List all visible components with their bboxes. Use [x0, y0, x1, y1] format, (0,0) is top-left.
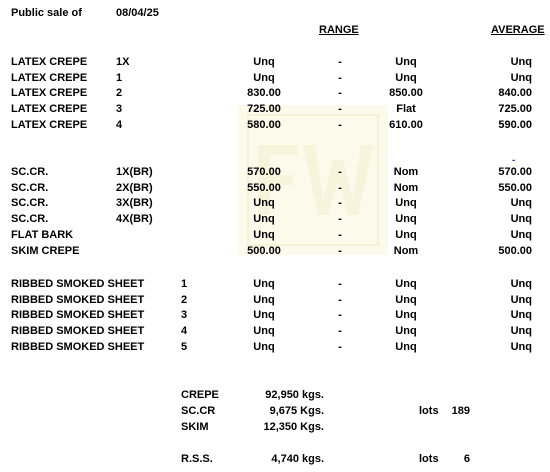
range-dash: -: [338, 213, 342, 226]
grade-name: SC.CR.: [11, 197, 49, 210]
range-dash: -: [338, 56, 342, 68]
grade-name: RIBBED SMOKED SHEET: [11, 293, 145, 306]
grade-name: RIBBED SMOKED SHEET: [11, 278, 145, 290]
scrap-crepe-row: [0, 212, 550, 227]
latex-crepe-row: [0, 86, 550, 101]
rss-row: [0, 324, 550, 339]
scrap-crepe-row: [0, 181, 550, 196]
summary-sccr-qty: 9,675 Kgs.: [269, 405, 324, 417]
range-high: Nom: [393, 244, 419, 257]
latex-crepe-row: [0, 71, 550, 86]
summary-rss-qty: 4,740 kgs.: [271, 453, 324, 465]
summary-lots-value-1: 189: [451, 405, 470, 417]
grade-name: FLAT BARK: [11, 228, 74, 241]
scrap-crepe-row: [0, 244, 550, 259]
range-dash: -: [338, 340, 342, 353]
grade-code: 1X: [116, 56, 130, 68]
summary-crepe-qty: 92,950 kgs.: [265, 389, 324, 401]
average-value: Unq: [510, 309, 532, 322]
summary-skim-qty: 12,350 Kgs.: [263, 421, 324, 433]
average-value: Unq: [510, 293, 532, 306]
average-value: 570.00: [498, 166, 532, 178]
average-value: Unq: [510, 325, 532, 338]
average-value: 725.00: [498, 103, 532, 116]
average-value: Unq: [510, 71, 532, 84]
grade-code: 4: [181, 325, 188, 338]
grade-code: 2: [116, 87, 123, 100]
range-low: Unq: [253, 197, 275, 210]
range-high: Unq: [395, 56, 417, 68]
range-low: Unq: [253, 56, 275, 68]
grade-code: 1: [116, 71, 123, 84]
range-low: Unq: [253, 340, 275, 353]
grade-name: SC.CR.: [11, 181, 49, 194]
range-dash: -: [338, 309, 342, 322]
range-dash: -: [338, 103, 342, 116]
rss-row: [0, 308, 550, 323]
grade-code: 3: [116, 103, 123, 116]
range-dash: -: [338, 293, 342, 306]
sale-date: 08/04/25: [116, 7, 159, 19]
grade-name: LATEX CREPE: [11, 103, 88, 116]
range-low: Unq: [253, 278, 275, 290]
grade-name: LATEX CREPE: [11, 87, 88, 100]
range-low: 725.00: [247, 103, 281, 116]
summary-lots-value-2: 6: [463, 453, 470, 465]
range-high: Unq: [395, 278, 417, 290]
grade-name: RIBBED SMOKED SHEET: [11, 340, 145, 353]
range-high: Unq: [395, 309, 417, 322]
scrap-crepe-row: [0, 228, 550, 243]
summary-skim-label: SKIM: [181, 421, 209, 433]
range-heading: RANGE: [319, 24, 359, 36]
range-low: 570.00: [247, 166, 281, 178]
latex-crepe-row: [0, 102, 550, 117]
range-dash: -: [338, 118, 342, 131]
scrap-crepe-row: [0, 196, 550, 211]
grade-code: 2: [181, 293, 188, 306]
grade-code: 3: [181, 309, 188, 322]
summary-crepe-label: CREPE: [181, 389, 219, 401]
range-dash: -: [338, 197, 342, 210]
grade-name: LATEX CREPE: [11, 56, 88, 68]
summary-lots-label-2: lots: [419, 453, 439, 465]
range-dash: -: [338, 325, 342, 338]
range-low: 550.00: [247, 181, 281, 194]
range-high: Unq: [395, 71, 417, 84]
average-value: Unq: [510, 213, 532, 226]
average-marker: -: [512, 155, 516, 166]
grade-code: 5: [181, 340, 188, 353]
range-dash: -: [338, 71, 342, 84]
range-low: Unq: [253, 71, 275, 84]
grade-code: 4: [116, 118, 123, 131]
range-high: Flat: [396, 103, 416, 116]
range-high: Unq: [395, 340, 417, 353]
rss-row: [0, 293, 550, 308]
rss-row: [0, 340, 550, 355]
range-low: 500.00: [247, 244, 281, 257]
grade-name: SC.CR.: [11, 166, 49, 178]
grade-name: SC.CR.: [11, 213, 49, 226]
range-high: 610.00: [389, 118, 423, 131]
grade-name: SKIM CREPE: [11, 244, 80, 257]
sale-label: Public sale of: [11, 7, 82, 19]
average-value: 500.00: [498, 244, 532, 257]
range-low: Unq: [253, 325, 275, 338]
range-low: Unq: [253, 213, 275, 226]
range-dash: -: [338, 181, 342, 194]
grade-code: 4X(BR): [116, 213, 153, 226]
latex-crepe-row: [0, 118, 550, 133]
range-dash: -: [338, 166, 342, 178]
range-high: Nom: [393, 166, 419, 178]
grade-name: LATEX CREPE: [11, 71, 88, 84]
range-low: Unq: [253, 228, 275, 241]
grade-code: 3X(BR): [116, 197, 153, 210]
average-value: Unq: [510, 56, 532, 68]
scrap-crepe-row: [0, 165, 550, 180]
range-low: 580.00: [247, 118, 281, 131]
average-value: 550.00: [498, 181, 532, 194]
summary-lots-label-1: lots: [419, 405, 439, 417]
grade-name: RIBBED SMOKED SHEET: [11, 325, 145, 338]
range-high: Nom: [393, 181, 419, 194]
summary-sccr-label: SC.CR: [181, 405, 216, 417]
grade-name: LATEX CREPE: [11, 118, 88, 131]
range-low: Unq: [253, 293, 275, 306]
range-dash: -: [338, 244, 342, 257]
average-value: Unq: [510, 278, 532, 290]
range-high: Unq: [395, 293, 417, 306]
grade-code: 1X(BR): [116, 166, 153, 178]
range-high: Unq: [395, 213, 417, 226]
grade-name: RIBBED SMOKED SHEET: [11, 309, 145, 322]
range-dash: -: [338, 87, 342, 100]
range-dash: -: [338, 228, 342, 241]
average-value: Unq: [510, 228, 532, 241]
range-low: Unq: [253, 309, 275, 322]
summary-rss-label: R.S.S.: [181, 453, 213, 465]
range-high: Unq: [395, 197, 417, 210]
rss-row: [0, 277, 550, 292]
average-value: Unq: [510, 197, 532, 210]
average-value: 840.00: [498, 87, 532, 100]
average-value: 590.00: [498, 118, 532, 131]
average-value: Unq: [510, 340, 532, 353]
range-high: Unq: [395, 325, 417, 338]
range-high: 850.00: [389, 87, 423, 100]
range-low: 830.00: [247, 87, 281, 100]
range-dash: -: [338, 278, 342, 290]
average-heading: AVERAGE: [491, 24, 545, 36]
grade-code: 2X(BR): [116, 181, 153, 194]
range-high: Unq: [395, 228, 417, 241]
grade-code: 1: [181, 278, 188, 290]
latex-crepe-row: [0, 55, 550, 70]
